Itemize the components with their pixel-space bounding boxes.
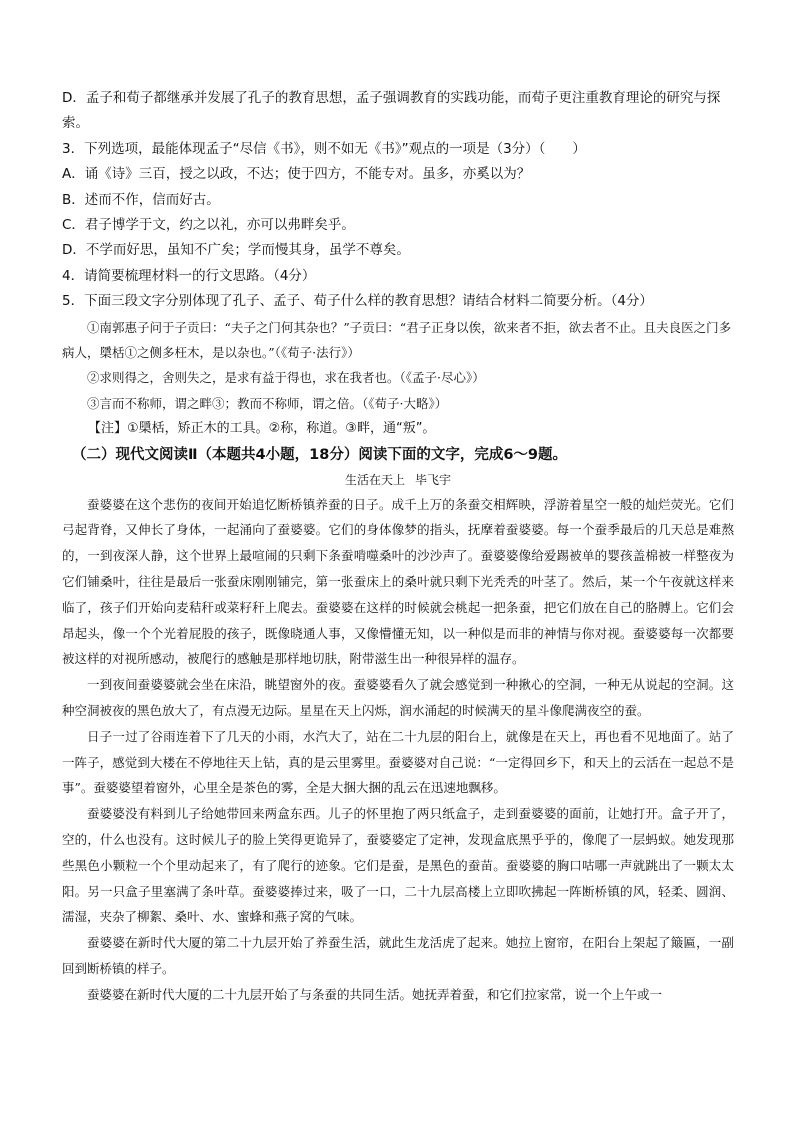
story-author: 毕飞宇: [415, 472, 452, 487]
q5-text-3: ③言而不称师，谓之畔③；教而不称师，谓之倍。（《荀子·大略》）: [87, 395, 448, 411]
question-4: 4．请简要梳理材料一的行文思路。（4分）: [62, 267, 316, 284]
q5-text-1: ①南郭惠子问于子贡曰：“夫子之门何其杂也？”子贡曰：“君子正身以俟，欲来者不拒，欲去者不止。且夫良医之门多病人，檃栝①之侧多枉木，是以杂也。”（《荀子·法行》）: [62, 319, 732, 361]
q5-text-2: ②求则得之，舍则失之，是求有益于得也，求在我者也。（《孟子·尽心》）: [87, 370, 485, 386]
section-title: （二）现代文阅读Ⅱ（本题共4小题，18分）阅读下面的文字，完成6～9题。: [72, 446, 567, 463]
story-paragraph-4: 蚕婆婆没有料到儿子给她带回来两盒东西。儿子的怀里抱了两只纸盒子，走到蚕婆婆的面前，让她打开。盒子开了，空的，什么也没有。这时候儿子的脸上笑得更诡异了，蚕婆婆定了定神，发现盒底黑乎乎的，像爬了一层蚂蚁。她发现那些黑色小颗粒一个个里动起来了，有了爬行的迹象。它们是蚕，是黑色的蚕苗。蚕婆婆的胸口咕哪一声就跳出了一颗太太阳。另一只盒子里塞满了条叶草。蚕婆婆捧过来，吸了一口，二十九层高楼上立即吹拂起一阵断桥镇的风，轻柔、圆润、濡湿，夹杂了柳絮、桑叶、水、蜜蜂和燕子窝的气味。: [62, 806, 734, 925]
q3-option-a: A．诵《诗》三百，授之以政，不达；使于四方，不能专对。虽多，亦奚以为？: [62, 166, 531, 183]
q3-option-c: C．君子博学于文，约之以礼，亦可以弗畔矣乎。: [62, 217, 355, 234]
q3-option-d: D．不学而好思，虽知不广矣；学而慢其身，虽学不尊矣。: [62, 242, 410, 259]
story-paragraph-2: 一到夜间蚕婆婆就会坐在床沿，眺望窗外的夜。蚕婆婆看久了就会感觉到一种揪心的空洞，一种无从说起的空洞。这种空洞被夜的黑色放大了，有点漫无边际。星星在天上闪烁，润水涌起的时候满天的星斗像爬满夜空的蚕。: [62, 677, 734, 719]
story-heading: [62, 468, 734, 492]
story-paragraph-1: 蚕婆婆在这个悲伤的夜间开始追忆断桥镇养蚕的日子。成千上万的条蚕交相辉映，浮游着星空一般的灿烂荧光。它们弓起背脊，又伸长了身体，一起涌向了蚕婆婆。它们的身体像梦的指头，抚摩着蚕婆婆。每一个蚕季最后的几天总是难熬的，一到夜深人静，这个世界上最喧闹的只剩下条蚕啃噬桑叶的沙沙声了。蚕婆婆像给爱踢被单的婴孩盖棉被一样整夜为它们铺桑叶，往往是最后一张蚕床刚刚铺完，第一张蚕床上的桑叶就只剩下光秃秃的叶茎了。然后，某一个午夜就这样来临了，孩子们开始向麦秸秆或菜籽秆上爬去。蚕婆婆在这样的时候就会桃起一把条蚕，把它们放在自己的胳膊上。它们会昂起头，像一个个光着屁股的孩子，既像晓通人事，又像懵懂无知，以一种似是而非的神情与你对视。蚕婆婆每一次都要被这样的对视所感动，被爬行的感触是那样地切肤，附带滋生出一种很异样的温存。: [62, 496, 734, 667]
option-d-previous: D．孟子和荀子都继承并发展了孔子的教育思想，孟子强调教育的实践功能，而荀子更注重教育理论的研究与探索。: [62, 90, 721, 132]
question-5: 5．下面三段文字分别体现了孔子、孟子、荀子什么样的教育思想？请结合材料二简要分析。（4分）: [62, 293, 653, 310]
story-title: 生活在天上: [344, 472, 405, 487]
q3-option-b: B．述而不作，信而好古。: [62, 191, 220, 208]
question-3: 3．下列选项，最能体现孟子“尽信《书》，则不如无《书》”观点的一项是（3分）（ ）: [62, 140, 586, 157]
story-paragraph-3: 日子一过了谷雨连着下了几天的小雨，水汽大了，站在二十九层的阳台上，就像是在天上，再也看不见地面了。站了一阵子，感觉到大楼在不停地往天上钻，真的是云里雾里。蚕婆婆对自己说：“一定得回乡下，和天上的云活在一起总不是事”。蚕婆婆望着窗外，心里全是茶色的雾，全是大捆大捆的乱云在迅速地飘移。: [62, 728, 734, 796]
story-paragraph-6: 蚕婆婆在新时代大厦的二十九层开始了与条蚕的共同生活。她抚弄着蚕，和它们拉家常，说一个上午或一: [87, 986, 663, 1002]
story-paragraph-5: 蚕婆婆在新时代大厦的第二十九层开始了养蚕生活，就此生龙活虎了起来。她拉上窗帘，在阳台上架起了簸匾，一副回到断桥镇的样子。: [62, 935, 734, 977]
q5-note: 【注】①檃栝，矫正木的工具。②称，称道。③畔，通“叛”。: [88, 421, 436, 437]
